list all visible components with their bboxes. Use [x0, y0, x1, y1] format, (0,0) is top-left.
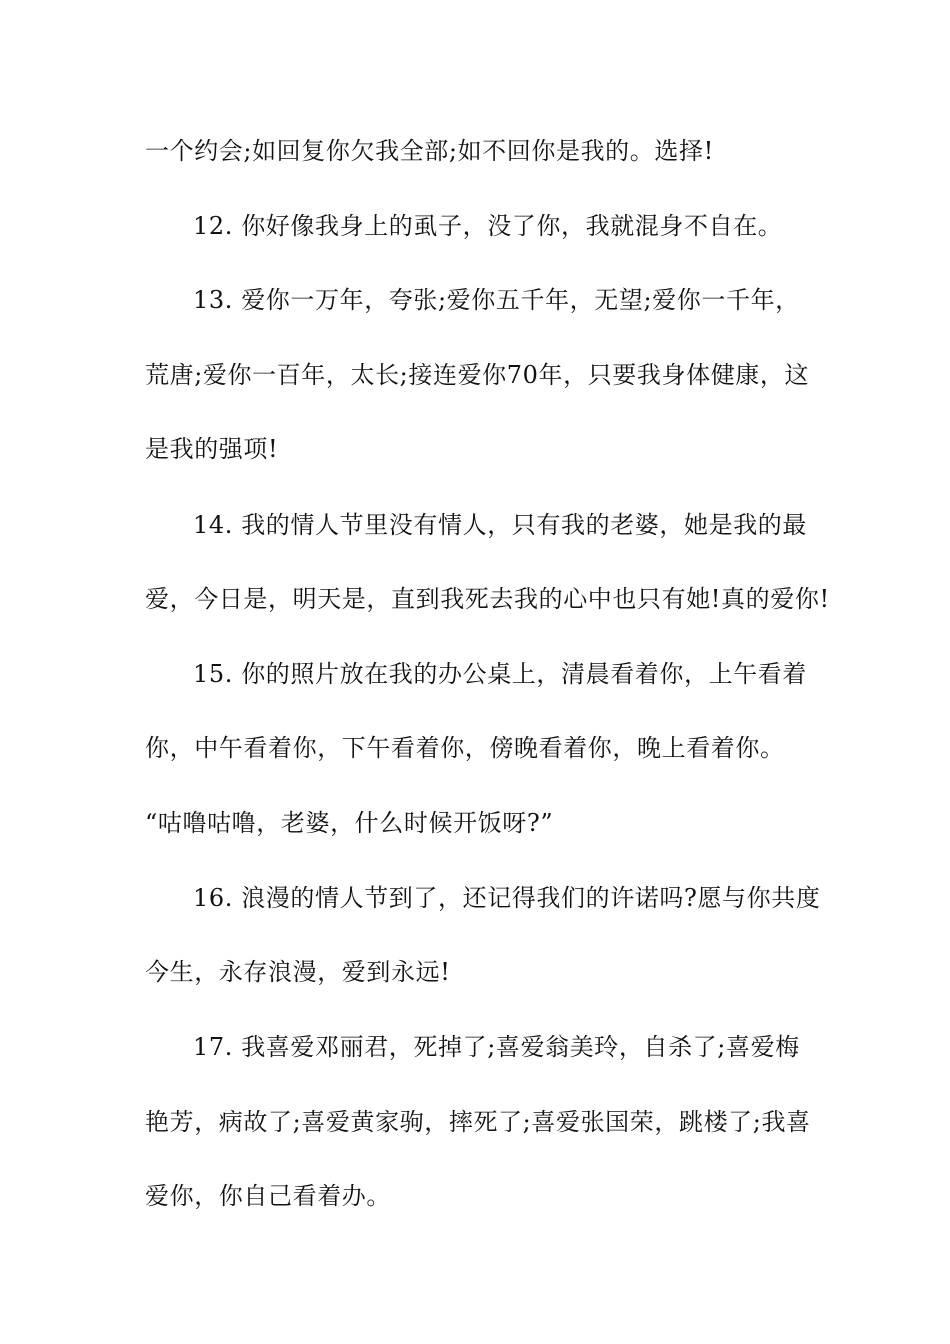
text-line: 一个约会;如回复你欠我全部;如不回你是我的。选择! [145, 137, 714, 165]
text-line: 荒唐;爱你一百年，太长;接连爱你70年，只要我身体健康，这 [145, 361, 810, 389]
text-line: 14. 我的情人节里没有情人，只有我的老婆，她是我的最 [193, 511, 807, 539]
text-line: 爱，今日是，明天是，直到我死去我的心中也只有她!真的爱你! [145, 585, 830, 613]
text-line: 你，中午看着你，下午看着你，傍晚看着你，晚上看着你。 [145, 734, 785, 762]
text-line: 今生，永存浪漫，爱到永远! [145, 958, 451, 986]
text-line: “咕噜咕噜，老婆，什么时候开饭呀?” [145, 809, 554, 837]
text-line: 爱你，你自己看着办。 [145, 1182, 391, 1210]
text-line: 是我的强项! [145, 435, 279, 463]
text-line: 12. 你好像我身上的虱子，没了你，我就混身不自在。 [193, 212, 783, 240]
text-line: 13. 爱你一万年，夸张;爱你五千年，无望;爱你一千年， [193, 286, 800, 314]
text-line: 17. 我喜爱邓丽君，死掉了;喜爱翁美玲，自杀了;喜爱梅 [193, 1033, 800, 1061]
text-line: 15. 你的照片放在我的办公桌上，清晨看着你，上午看着 [193, 660, 807, 688]
text-line: 艳芳，病故了;喜爱黄家驹，摔死了;喜爱张国荣，跳楼了;我喜 [145, 1108, 811, 1136]
text-line: 16. 浪漫的情人节到了，还记得我们的许诺吗?愿与你共度 [193, 884, 821, 912]
